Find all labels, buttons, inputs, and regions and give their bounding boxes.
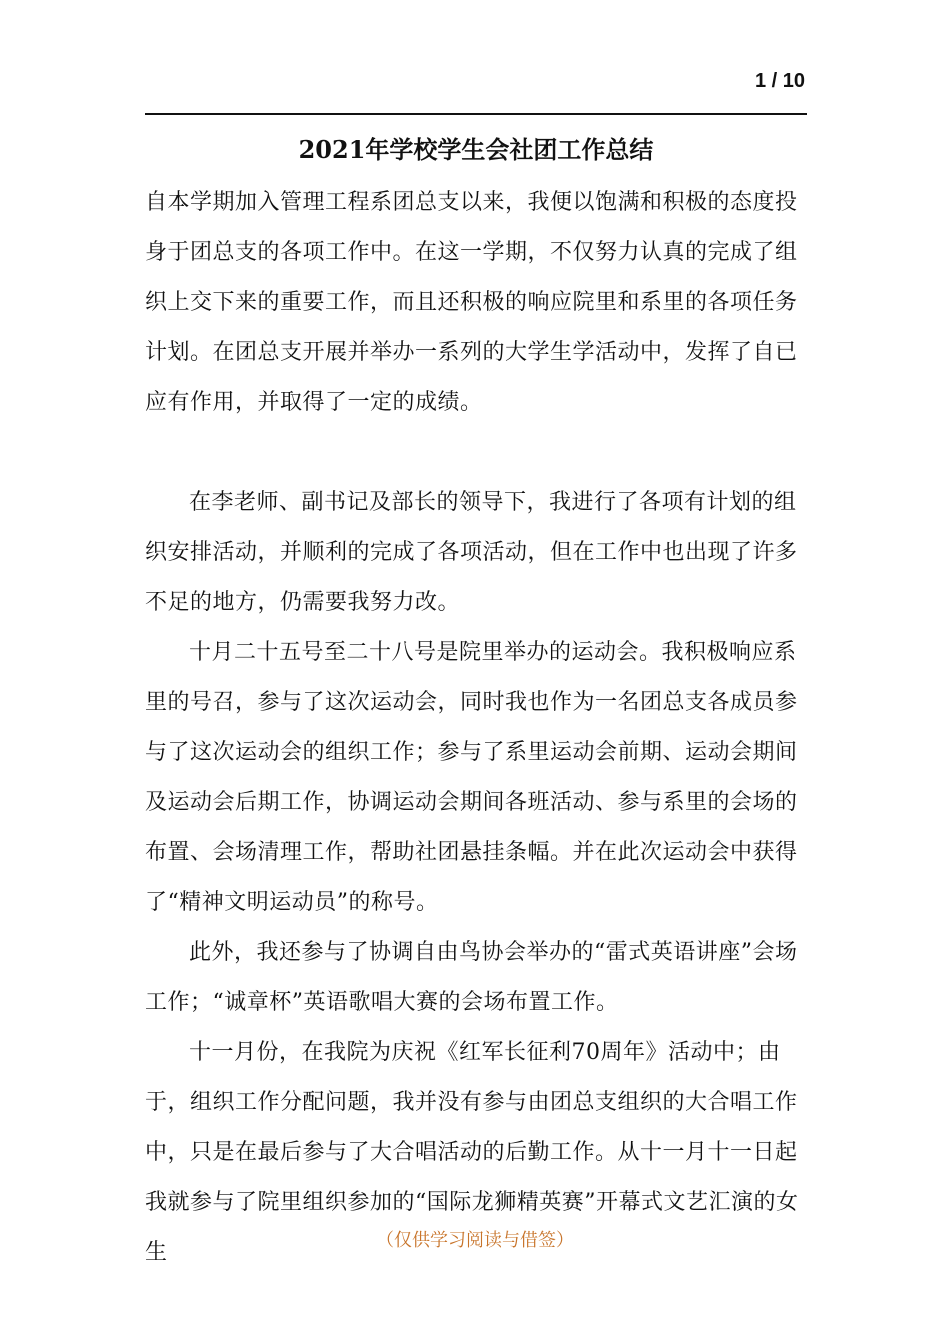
document-body bbox=[145, 178, 810, 1278]
paragraph-spacer bbox=[145, 428, 810, 478]
header-divider bbox=[145, 113, 807, 115]
paragraph-english-events: 此外，我还参与了协调自由鸟协会举办的“雷式英语讲座”会场工作；“诚章杯”英语歌唱大赛的会场布置工作。 bbox=[145, 940, 798, 1015]
page-number: 1 / 10 bbox=[754, 70, 805, 92]
footer-note: （仅供学习阅读与借签） bbox=[376, 1230, 574, 1251]
paragraph-leadership: 在李老师、副书记及部长的领导下，我进行了各项有计划的组织安排活动，并顺利的完成了各项活动，但在工作中也出现了许多不足的地方，仍需要我努力改。 bbox=[145, 490, 798, 615]
paragraph-november: 十一月份，在我院为庆祝《红军长征利70周年》活动中；由于，组织工作分配问题，我并没有参与由团总支组织的大合唱工作中，只是在最后参与了大合唱活动的后勤工作。从十一月十一日起我就参与了院里组织参加的“国际龙狮精英赛”开幕式文艺汇演的女生 bbox=[145, 1040, 799, 1265]
paragraph-sports-meet: 十月二十五号至二十八号是院里举办的运动会。我积极响应系里的号召，参与了这次运动会，同时我也作为一名团总支各成员参与了这次运动会的组织工作；参与了系里运动会前期、运动会期间及运动会后期工作，协调运动会期间各班活动、参与系里的会场的布置、会场清理工作，帮助社团悬挂条幅。并在此次运动会中获得了“精神文明运动员”的称号。 bbox=[145, 640, 798, 915]
document-title: 2021年学校学生会社团工作总结 bbox=[298, 135, 654, 164]
paragraph-intro: 自本学期加入管理工程系团总支以来，我便以饱满和积极的态度投身于团总支的各项工作中。在这一学期，不仅努力认真的完成了组织上交下来的重要工作，而且还积极的响应院里和系里的各项任务计划。在团总支开展并举办一系列的大学生学活动中，发挥了自已应有作用，并取得了一定的成绩。 bbox=[145, 190, 798, 415]
